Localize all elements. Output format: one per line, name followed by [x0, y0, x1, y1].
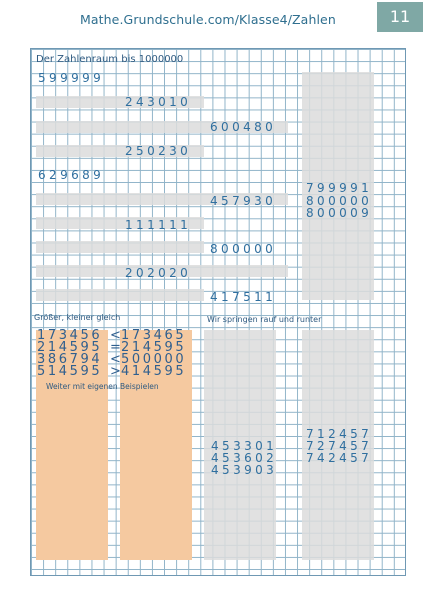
compare-symbol-3: <: [110, 352, 121, 367]
header-url: Mathe.Grundschule.com/Klasse4/Zahlen: [80, 12, 336, 27]
gray-band-8: [36, 193, 120, 205]
gray-band-13: [36, 241, 120, 253]
section1-title: Der Zahlenraum bis 1000000: [36, 54, 184, 65]
compare-left-3: 386794: [37, 352, 103, 367]
gray-band-17: [204, 265, 288, 277]
compare-symbol-2: =: [110, 340, 121, 355]
compare-right-1: 173465: [121, 328, 187, 343]
compare-left-1: 173456: [37, 328, 103, 343]
gray-band-15: [36, 265, 120, 277]
jump-left-3: 453903: [211, 463, 278, 477]
number-6: 457930: [210, 194, 277, 208]
gray-band-1: [36, 96, 120, 108]
compare-right-3: 500000: [121, 352, 187, 367]
gray-band-4: [120, 121, 204, 133]
gray-band-11: [36, 217, 120, 229]
number-5: 629689: [38, 168, 105, 182]
page-number-badge: 11: [377, 2, 423, 32]
number-2: 243010: [125, 95, 192, 109]
section3-title: Wir springen rauf und runter: [207, 315, 322, 324]
number-9: 202020: [125, 266, 192, 280]
column-right-number-2: 800000: [306, 194, 373, 208]
compare-left-4: 514595: [37, 364, 103, 379]
number-1: 599999: [38, 71, 105, 85]
number-10: 417511: [210, 290, 277, 304]
number-3: 600480: [210, 120, 277, 134]
jump-left-2: 453602: [211, 451, 278, 465]
gray-band-6: [36, 145, 120, 157]
jump-right-3: 742457: [306, 451, 373, 465]
compare-left-2: 214595: [37, 340, 103, 355]
jump-left-1: 453301: [211, 439, 278, 453]
jump-right-1: 712457: [306, 427, 373, 441]
compare-symbol-1: <: [110, 328, 121, 343]
compare-right-2: 214595: [121, 340, 187, 355]
number-4: 250230: [125, 144, 192, 158]
gray-band-14: [120, 241, 204, 253]
gray-band-19: [120, 289, 204, 301]
column-right-number-3: 800009: [306, 206, 373, 220]
column-right-number-1: 799991: [306, 181, 373, 195]
compare-symbol-4: >: [110, 364, 121, 379]
compare-right-4: 414595: [121, 364, 187, 379]
section2-title: Größer, kleiner gleich: [34, 313, 121, 322]
number-7: 111111: [125, 218, 192, 232]
gray-band-3: [36, 121, 120, 133]
instruction-text: Weiter mit eigenen Beispielen: [46, 382, 159, 391]
number-8: 800000: [210, 242, 277, 256]
gray-band-9: [120, 193, 204, 205]
jump-right-2: 727457: [306, 439, 373, 453]
gray-band-18: [36, 289, 120, 301]
